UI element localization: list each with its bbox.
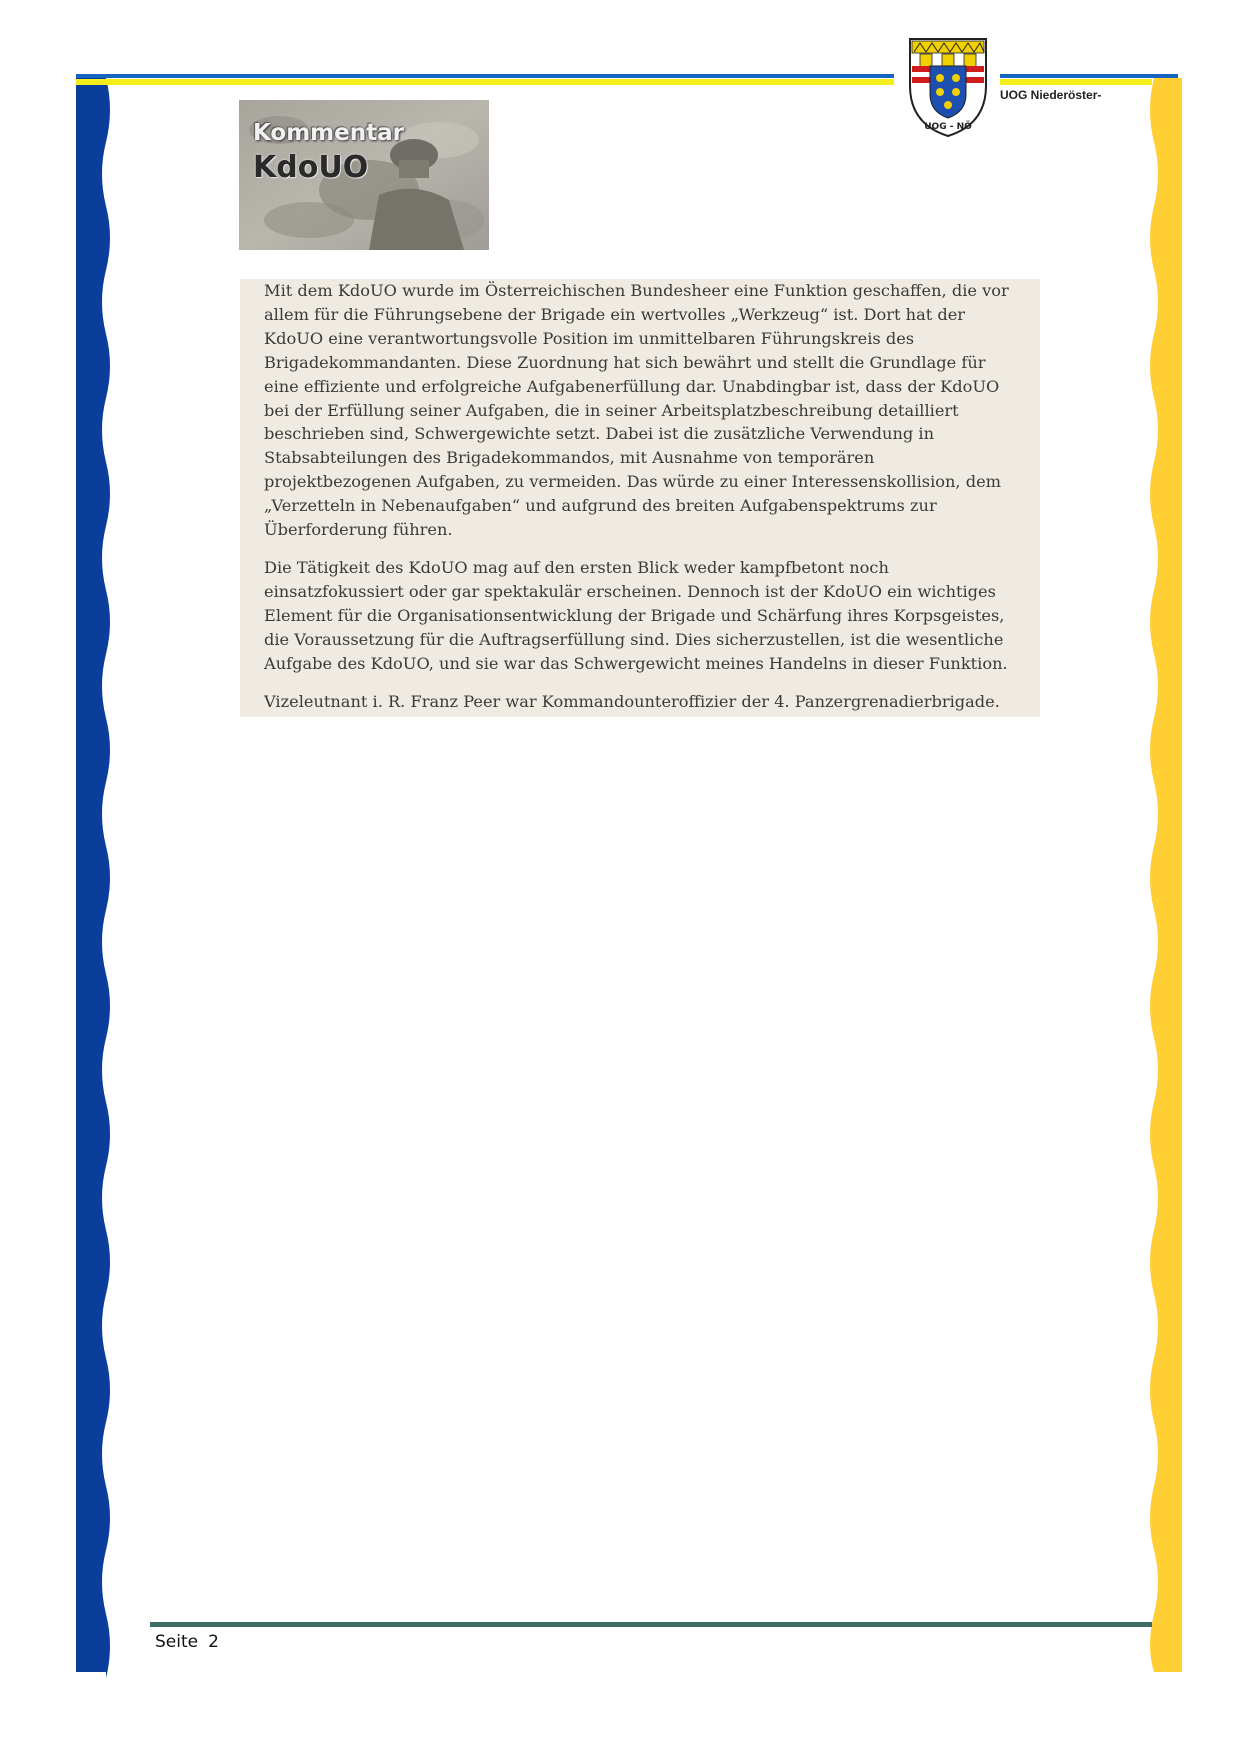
kicker-title-line1: Kommentar (253, 120, 404, 146)
article-paragraph-2: Die Tätigkeit des KdoUO mag auf den ersten Blick weder kampfbetont noch einsatzfokussiert oder gar spektakulär erscheinen. Dennoch ist der KdoUO ein wichtiges Element für die Organisationsentwicklung der Brigade und Schärfung ihres Korpsgeistes, die Voraussetzung für die Auftragserfüllung sind. Dies sicherzustellen, ist die wesentliche Aufgabe des KdoUO, und sie war das Schwergewicht meines Handelns in dieser Funktion. (264, 557, 1008, 673)
left-wavy-bar (76, 78, 110, 1678)
kicker-title-line2: KdoUO (253, 150, 369, 185)
right-wavy-bar (1150, 78, 1182, 1672)
page-number: 2 (208, 1632, 219, 1652)
article-box (240, 279, 1040, 717)
article-paragraph-1: Mit dem KdoUO wurde im Österreichischen Bundesheer eine Funktion geschaffen, die vor allem für die Führungsebene der Brigade ein wertvolles „Werkzeug“ ist. Dort hat der KdoUO eine verantwortungsvolle Position im unmittelbaren Führungskreis des Brigadekommandanten. Diese Zuordnung hat sich bewährt und stellt die Grundlage für eine effiziente und erfolgreiche Aufgabenerfüllung dar. Unabdingbar ist, dass der KdoUO bei der Erfüllung seiner Aufgaben, die in seiner Arbeitsplatzbeschreibung detailliert beschrieben sind, Schwergewichte setzt. Dabei ist die zusätzliche Verwendung in Stabsabteilungen des Brigadekommandos, mit Ausnahme von temporären projektbezogenen Aufgaben, zu vermeiden. Das würde zu einer Interessenskollision, dem „Verzetteln in Nebenaufgaben“ und aufgrund des breiten Aufgabenspektrums zur Überforderung führen. (264, 281, 1009, 540)
article-author-note: Vizeleutnant i. R. Franz Peer war Kommandounteroffizier der 4. Panzergrenadierbrigade. (264, 691, 1000, 711)
logo-ring-text: UOG - NÖ (924, 122, 972, 132)
header-rule-yellow-left (76, 79, 894, 85)
page-word: Seite (155, 1632, 199, 1652)
page-number-label (155, 1632, 229, 1652)
coat-of-arms-logo (906, 36, 990, 138)
footer-rule (150, 1622, 1152, 1627)
header-rule-blue-left (76, 74, 894, 78)
header-rule-blue-right (1000, 74, 1178, 78)
kicker-image (239, 100, 489, 250)
logo-caption: UOG Niederöster- (1000, 88, 1102, 102)
header-rule-yellow-right (1000, 79, 1152, 85)
